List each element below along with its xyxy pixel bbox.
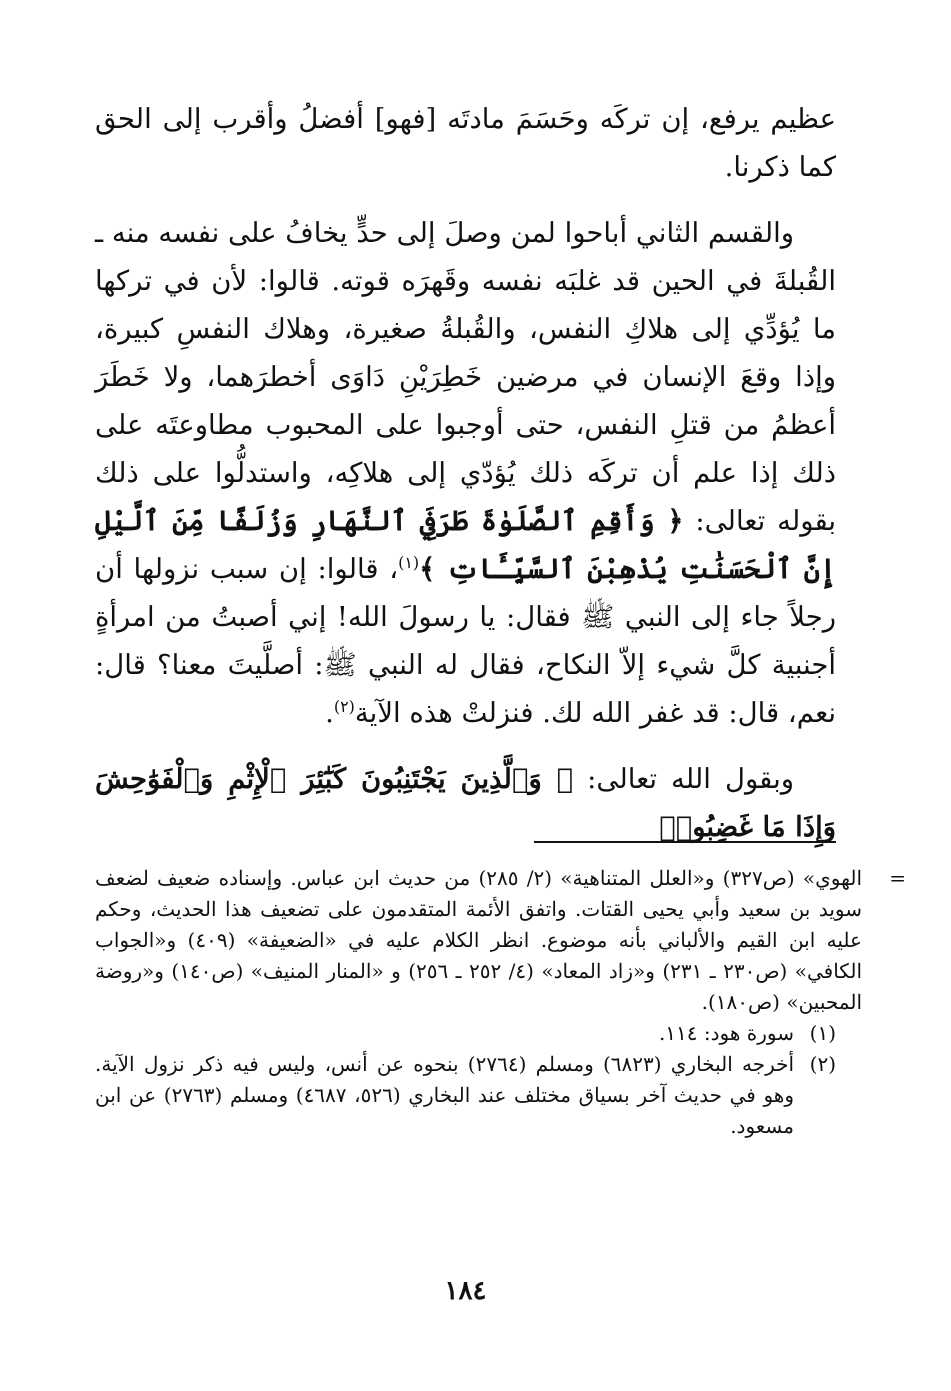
- footnote-separator: [534, 841, 836, 843]
- continuation-mark: =: [889, 866, 906, 890]
- paragraph-2-text-b: ، قالوا: إن سبب نزولها أن رجلاً جاء إلى النبي ﷺ فقال: يا رسولَ الله! إني أصبتُ من امرأةٍ أجنبية كلَّ شيء إلاّ النكاح، فقال له النبي ﷺ: أصلَّيتَ معنا؟ قال: نعم، قال: قد غفر الله لك. فنزلتْ هذه الآية: [95, 553, 836, 729]
- footnote-ref-2: (٢): [333, 696, 355, 716]
- paragraph-1-text: عظيم يرفع، إن تركَه وحَسَمَ مادتَه [فهو] أفضلُ وأقرب إلى الحق كما ذكرنا.: [95, 103, 836, 183]
- main-text: [95, 95, 836, 851]
- footnotes: [95, 863, 906, 1142]
- footnote-ref-1: (١): [398, 552, 420, 572]
- paragraph-3: [95, 755, 836, 851]
- footnote-1-mark: (١): [809, 1021, 836, 1045]
- quran-verse-shura-37: ﴿ وَٱلَّذِينَ يَجْتَنِبُونَ كَبَٰٓئِرَ ٱلْإِثْمِ وَٱلْفَوَٰحِشَ وَإِذَا مَا غَضِبُوا۟: [95, 763, 836, 843]
- book-page: [95, 95, 906, 1351]
- footnote-2-text: أخرجه البخاري (٦٨٢٣) ومسلم (٢٧٦٤) بنحوه عن أنس، وليس فيه ذكر نزول الآية. وهو في حديث آخر بسياق مختلف عند البخاري (٥٢٦، ٤٦٨٧) ومسلم (٢٧٦٣) عن ابن مسعود.: [95, 1052, 795, 1138]
- footnote-2-mark: (٢): [809, 1052, 836, 1076]
- quran-verse-hud-114: ﴿ وَأَقِمِ ٱلصَّلَوٰةَ طَرَفَيِ ٱلنَّهَارِ وَزُلَفًا مِّنَ ٱلَّيْلِ إِنَّ ٱلْحَسَنَٰتِ يُذْهِبْنَ ٱلسَّيِّـَٔاتِ ﴾: [95, 505, 837, 585]
- paragraph-2-text-a: والقسم الثاني أباحوا لمن وصلَ إلى حدٍّ يخافُ على نفسه منه ـ القُبلةَ في الحين قد غلبَه نفسه وقَهرَه قوته. قالوا: لأن في تركها ما يُؤدِّي إلى هلاكِ النفس، والقُبلةُ صغيرة، وهلاك النفسِ كبيرة، وإذا وقعَ الإنسان في مرضين خَطِرَيْنِ دَاوَى أخطرَهما، ولا خَطَرَ أعظمُ من قتلِ النفس، حتى أوجبوا على المحبوب مطاوعتَه على ذلك إذا علم أن تركَه ذلك يُؤدّي إلى هلاكِه، واستدلُّوا على ذلك بقوله تعالى:: [95, 217, 837, 537]
- paragraph-1: [95, 95, 836, 191]
- footnote-2: [95, 1049, 836, 1142]
- footnote-continuation: [95, 863, 906, 1018]
- footnote-1: [95, 1018, 836, 1049]
- footnote-1-text: سورة هود: ١١٤.: [658, 1021, 794, 1045]
- page-number: ١٨٤: [444, 1276, 487, 1306]
- footnote-continuation-text: الهوي» (ص٣٢٧) و«العلل المتناهية» (٢/ ٢٨٥) من حديث ابن عباس. وإسناده ضعيف لضعف سويد بن سعيد وأبي يحيى القتات. واتفق الأئمة المتقدمون على تضعيف هذا الحديث، وحكم عليه ابن القيم والألباني بأنه موضوع. انظر الكلام عليه في «الضعيفة» (٤٠٩) و«الجواب الكافي» (ص٢٣٠ ـ ٢٣١) و«زاد المعاد» (٤/ ٢٥٢ ـ ٢٥٦) و «المنار المنيف» (ص١٤٠) و«روضة المحبين» (ص١٨٠).: [95, 866, 863, 1014]
- paragraph-3-text: وبقول الله تعالى:: [587, 763, 795, 795]
- paragraph-2: [95, 209, 836, 737]
- paragraph-2-end: .: [325, 697, 334, 729]
